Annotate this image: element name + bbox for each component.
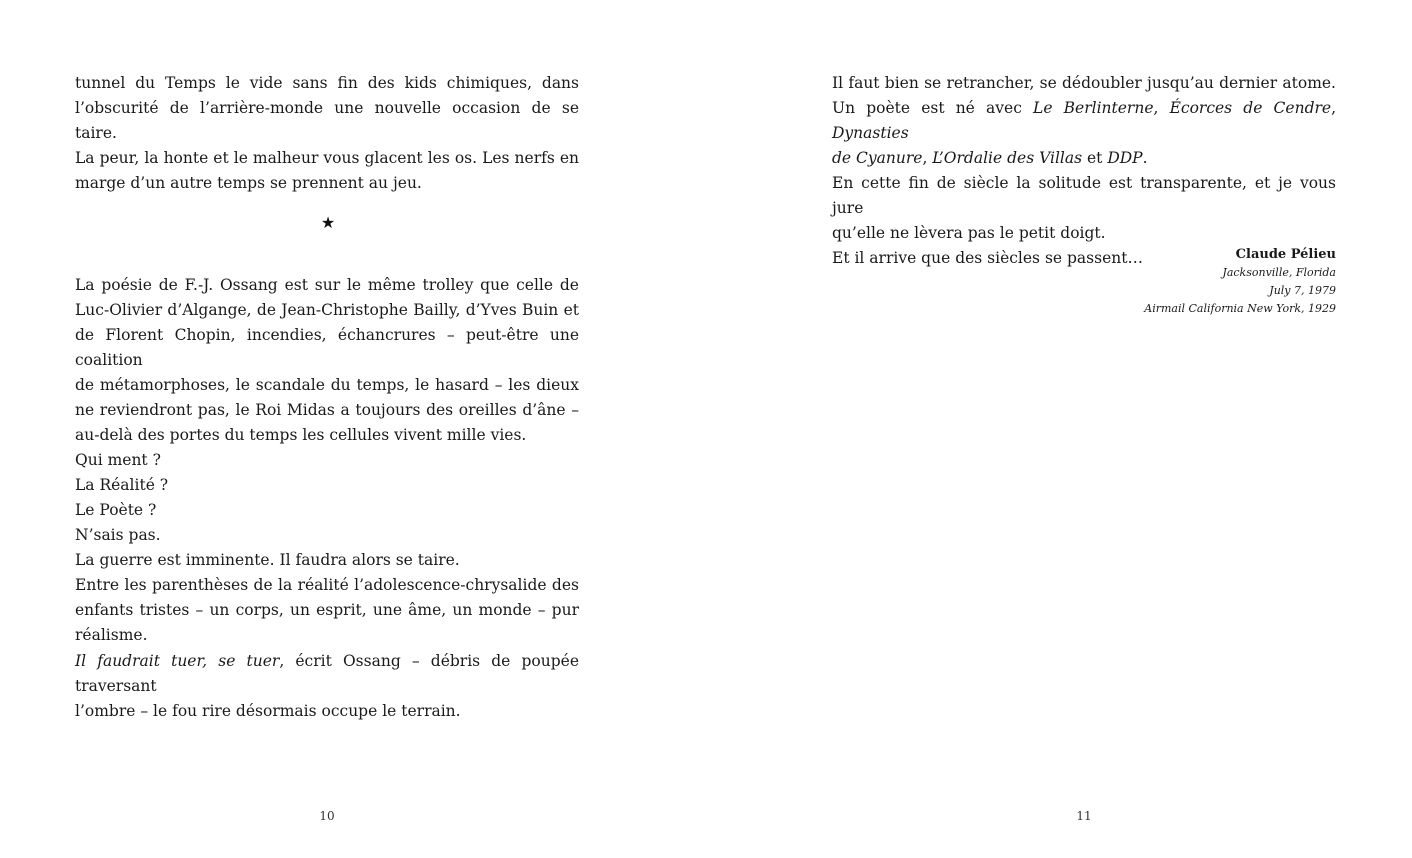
text-line: de métamorphoses, le scandale du temps, le hasard – les dieux bbox=[75, 376, 579, 394]
text-fragment: Un poète est né avec bbox=[832, 99, 1034, 117]
text-fragment: , bbox=[922, 149, 933, 167]
page-number: 11 bbox=[1076, 809, 1092, 823]
text-line: tunnel du Temps le vide sans fin des kids chimiques, dans bbox=[75, 74, 579, 92]
author-name: Claude Pélieu bbox=[1235, 247, 1336, 262]
text-line: N’sais pas. bbox=[75, 526, 161, 544]
text-line: ne reviendront pas, le Roi Midas a toujours des oreilles d’âne – bbox=[75, 401, 579, 419]
text-line: enfants tristes – un corps, un esprit, une âme, un monde – pur bbox=[75, 601, 579, 619]
text-line bbox=[832, 146, 1336, 171]
book-title: L’Ordalie des Villas bbox=[932, 149, 1083, 167]
text-fragment: , bbox=[1331, 99, 1337, 117]
text-line bbox=[832, 96, 1336, 146]
signature-block bbox=[832, 246, 1336, 318]
text-line bbox=[75, 649, 579, 699]
book-title: DDP bbox=[1107, 149, 1143, 167]
text-line: l’ombre – le fou rire désormais occupe le terrain. bbox=[75, 702, 461, 720]
text-fragment: . bbox=[1142, 149, 1148, 167]
text-line: de Florent Chopin, incendies, échancrures – peut-être une coalition bbox=[75, 326, 579, 369]
text-line: La guerre est imminente. Il faudra alors se taire. bbox=[75, 551, 460, 569]
text-fragment: , bbox=[1153, 99, 1170, 117]
text-line: La poésie de F.-J. Ossang est sur le même trolley que celle de bbox=[75, 276, 579, 294]
text-fragment: et bbox=[1082, 149, 1108, 167]
signature-note: Airmail California New York, 1929 bbox=[1144, 302, 1336, 315]
signature-date: July 7, 1979 bbox=[1269, 284, 1336, 297]
opening-paragraph bbox=[75, 71, 579, 196]
text-line: Luc-Olivier d’Algange, de Jean-Christophe Bailly, d’Yves Buin et bbox=[75, 301, 579, 319]
text-line: qu’elle ne lèvera pas le petit doigt. bbox=[832, 224, 1106, 242]
page-number: 10 bbox=[319, 809, 335, 823]
text-line: En cette fin de siècle la solitude est transparente, et je vous jure bbox=[832, 174, 1336, 217]
star-separator-icon: ★ bbox=[320, 213, 336, 232]
book-title: Le Berlinterne bbox=[1033, 99, 1154, 117]
main-paragraph bbox=[75, 273, 579, 648]
book-title: Écorces de Cendre bbox=[1169, 99, 1332, 117]
text-line: Et il arrive que des siècles se passent… bbox=[832, 249, 1143, 267]
text-line: Qui ment ? bbox=[75, 451, 161, 469]
text-line: La Réalité ? bbox=[75, 476, 169, 494]
text-line: Entre les parenthèses de la réalité l’adolescence-chrysalide des bbox=[75, 576, 579, 594]
text-line: l’obscurité de l’arrière-monde une nouvelle occasion de se taire. bbox=[75, 99, 579, 142]
right-paragraph bbox=[832, 71, 1336, 271]
closing-paragraph bbox=[75, 649, 579, 724]
text-line: réalisme. bbox=[75, 626, 148, 644]
text-line: Il faut bien se retrancher, se dédoubler jusqu’au dernier atome. bbox=[832, 74, 1336, 92]
right-page bbox=[706, 0, 1412, 858]
text-line: au-delà des portes du temps les cellules vivent mille vies. bbox=[75, 426, 527, 444]
text-line: La peur, la honte et le malheur vous glacent les os. Les nerfs en bbox=[75, 149, 579, 167]
signature-place: Jacksonville, Florida bbox=[1222, 266, 1336, 279]
book-title: de Cyanure bbox=[832, 149, 923, 167]
book-title: Dynasties bbox=[832, 124, 909, 142]
text-line: Le Poète ? bbox=[75, 501, 157, 519]
text-line: marge d’un autre temps se prennent au jeu. bbox=[75, 174, 422, 192]
italic-quote: Il faudrait tuer, se tuer bbox=[75, 652, 280, 670]
quote-continuation: , écrit Ossang – débris de poupée traversant bbox=[75, 652, 579, 695]
